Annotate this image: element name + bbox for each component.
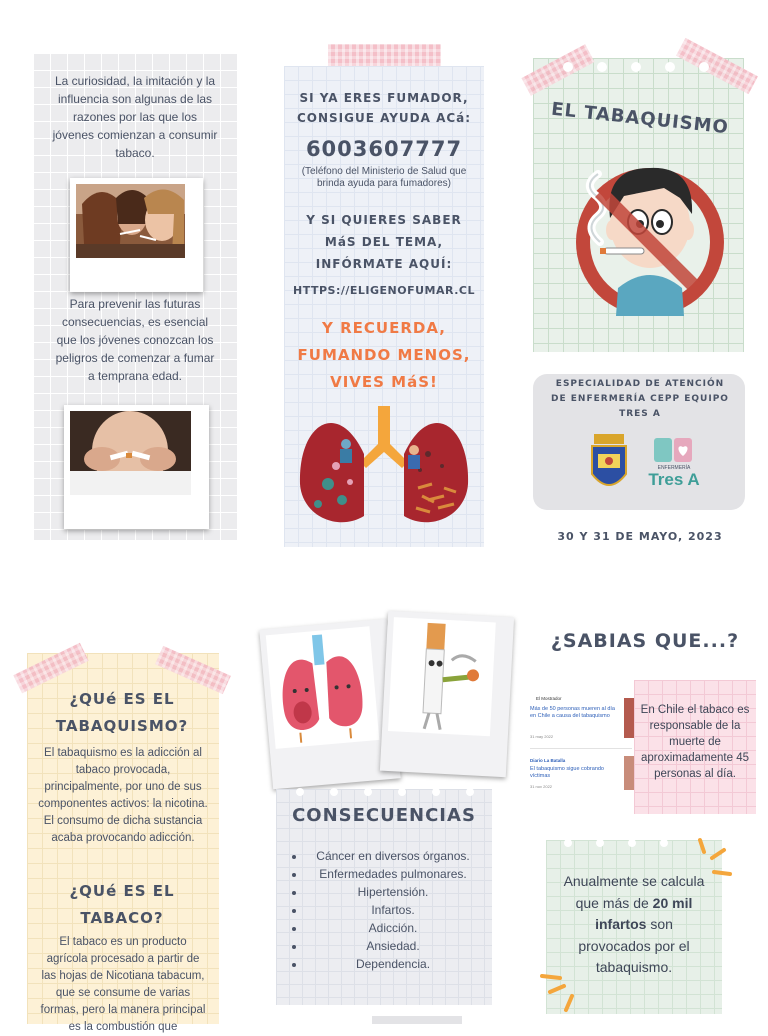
- news-2-source: Diario La Batalla: [530, 758, 566, 763]
- photo-breaking-cigarette: [64, 405, 209, 529]
- no-smoking-illustration: [544, 138, 728, 318]
- question-2: ¿QUé ES EL TABACO?: [69, 882, 175, 927]
- consequence-item: • Enfermedades pulmonares.: [306, 865, 480, 883]
- news-1-source: El Mostrador: [536, 696, 562, 701]
- cigarette-character-image: [388, 617, 496, 736]
- more-info-heading: Y SI QUIERES SABER MáS DEL TEMA, INFÓRMATE AQUÍ:: [306, 213, 462, 271]
- news-clipping: [526, 692, 636, 798]
- answer-2: El tabaco es un producto agrícola procesado a partir de las hojas de Nicotiana tabacum, que se consume de varias formas, pero la manera principal es la combustión que: [40, 936, 206, 1033]
- consequences-heading: CONSECUENCIAS: [292, 805, 476, 826]
- panel-1-paragraph-2: Para prevenir las futuras consecuencias, es esencial que los jóvenes conozcan los peligros de comenzar a fumar a temprana edad.: [55, 297, 215, 383]
- consequence-item: • Hipertensión.: [306, 883, 480, 901]
- lungs-illustration: [298, 404, 470, 532]
- bottom-partial-card: [372, 1016, 462, 1024]
- news-2-thumb: [624, 756, 634, 790]
- photo-youths-smoking: [70, 178, 203, 292]
- tres-a-logo-subtext: ENFERMERÍA: [657, 465, 691, 471]
- help-phone: 6003607777: [305, 137, 463, 161]
- tres-a-logo-icon: [654, 436, 694, 464]
- breaking-cigarette-image: [70, 411, 191, 495]
- news-1-date: 31 may 2022: [530, 734, 554, 739]
- tres-a-logo-text: Tres A: [648, 470, 700, 489]
- news-1-headline[interactable]: Más de 50 personas mueren al día en Chile a causa del tabaquismo: [530, 706, 615, 719]
- brochure-title: EL TABAQUISMO: [550, 98, 730, 139]
- panel-1-paragraph-1: La curiosidad, la imitación y la influencia son algunas de las razones por las que los jóvenes comienzan a consumir tabaco.: [52, 74, 218, 160]
- news-2-date: 31 nov 2022: [530, 784, 553, 789]
- consequence-item: • Dependencia.: [306, 955, 480, 973]
- fact-2-text: [562, 871, 706, 979]
- binder-holes: [560, 60, 710, 74]
- fact-2-card-holes: [560, 837, 710, 849]
- consequence-item: • Cáncer en diversos órganos.: [306, 847, 480, 865]
- news-2-headline[interactable]: El tabaquismo sigue cobrando víctimas: [530, 766, 604, 779]
- question-1: ¿QUé ES EL TABAQUISMO?: [55, 690, 189, 735]
- consequences-list-wrapper: [290, 847, 480, 973]
- photo-cigarette-character: [380, 611, 514, 777]
- consequence-item: • Infartos.: [306, 901, 480, 919]
- youths-smoking-image: [76, 184, 185, 258]
- did-you-know-heading: ¿SABIAS QUE...?: [550, 630, 740, 652]
- info-url[interactable]: HTTPS://ELIGENOFUMAR.CL: [293, 284, 475, 297]
- news-divider: [530, 748, 632, 749]
- event-date: 30 Y 31 DE MAYO, 2023: [557, 530, 723, 543]
- specialty-text: ESPECIALIDAD DE ATENCIÓN DE ENFERMERÍA CEPP EQUIPO TRES A: [551, 379, 729, 419]
- consequence-item: • Adicción.: [306, 919, 480, 937]
- reminder-text: Y RECUERDA, FUMANDO MENOS, VIVES MáS!: [297, 319, 471, 391]
- answer-1: El tabaquismo es la adicción al tabaco provocada, principalmente, por uno de sus componentes activos: la nicotina. El consumo de dicha sustancia acaba provocando adicción.: [38, 747, 208, 844]
- fact-2-text-pre: Anualmente se calcula que más de: [563, 873, 705, 911]
- sick-lungs-image: [266, 626, 380, 749]
- fact-2-text-post: son provocados por el tabaquismo.: [578, 916, 690, 975]
- help-heading: SI YA ERES FUMADOR, CONSIGUE AYUDA ACá:: [296, 91, 472, 125]
- panel-2-tape: [328, 44, 441, 66]
- news-1-thumb: [624, 698, 634, 738]
- help-phone-note: (Teléfono del Ministerio de Salud que brinda ayuda para fumadores): [301, 166, 467, 189]
- municipal-coat-of-arms-icon: [590, 434, 628, 496]
- consequence-item: • Ansiedad.: [306, 937, 480, 955]
- fact-1-text: En Chile el tabaco es responsable de la muerte de aproximadamente 45 personas al día.: [640, 704, 750, 780]
- consequences-card-holes: [292, 786, 478, 798]
- fact-2-text-bold: 20 mil infartos: [595, 894, 693, 932]
- consequences-list: [290, 847, 480, 973]
